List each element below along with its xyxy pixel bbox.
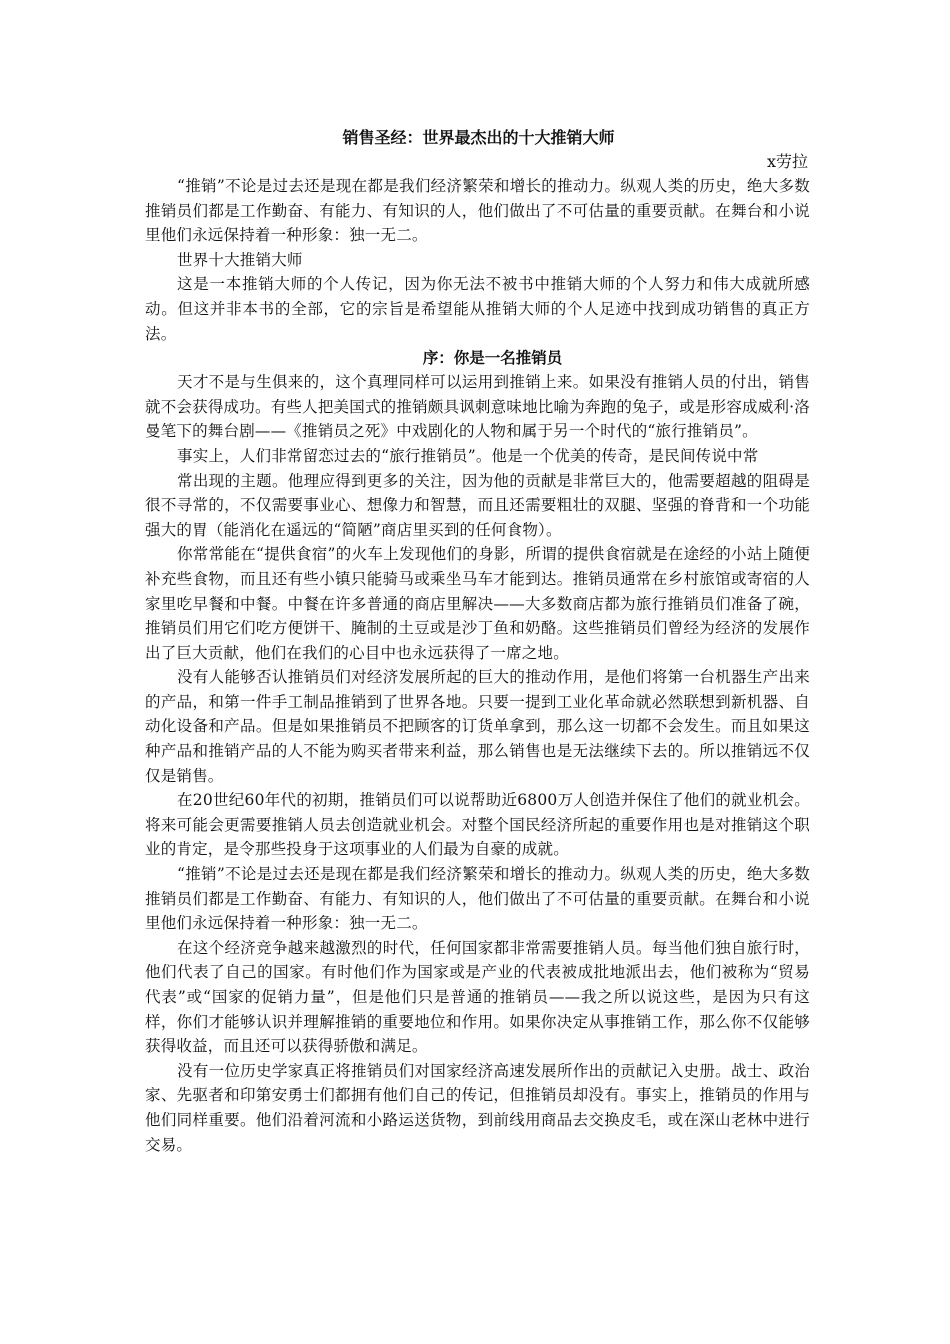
document-title: 销售圣经：世界最杰出的十大推销大师 <box>342 128 615 147</box>
body-paragraph: 没有人能够否认推销员们对经济发展所起的巨大的推动作用，是他们将第一台机器生产出来的产品，和第一件手工制品推销到了世界各地。只要一提到工业化革命就必然联想到新机器、自动化设备和产品。但是如果推销员不把顾客的订货单拿到，那么这一切都不会发生。而且如果这种产品和推销产品的人不能为购买者带来利益，那么销售也是无法继续下去的。所以推销远不仅仅是销售。 <box>145 668 810 785</box>
intro-paragraph: 这是一本推销大师的个人传记，因为你无法不被书中推销大师的个人努力和伟大成就所感动。但这并非本书的全部，它的宗旨是希望能从推销大师的个人足迹中找到成功销售的真正方法。 <box>145 275 810 343</box>
intro-subtitle: 世界十大推销大师 <box>177 250 303 269</box>
intro-paragraph: “推销”不论是过去还是现在都是我们经济繁荣和增长的推动力。纵观人类的历史，绝大多数推销员们都是工作勤奋、有能力、有知识的人，他们做出了不可估量的重要贡献。在舞台和小说里他们永远保持着一种形象：独一无二。 <box>145 177 810 245</box>
body-paragraph: “推销”不论是过去还是现在都是我们经济繁荣和增长的推动力。纵观人类的历史，绝大多数推销员们都是工作勤奋、有能力、有知识的人，他们做出了不可估量的重要贡献。在舞台和小说里他们永远保持着一种形象：独一无二。 <box>145 865 810 933</box>
body-paragraph: 常出现的主题。他理应得到更多的关注，因为他的贡献是非常巨大的，他需要超越的阻碍是很不寻常的，不仅需要事业心、想像力和智慧，而且还需要粗壮的双腿、坚强的脊背和一个功能强大的胃（能消化在遥远的“简陋”商店里买到的任何食物）。 <box>145 471 810 539</box>
body-paragraph: 天才不是与生俱来的，这个真理同样可以运用到推销上来。如果没有推销人员的付出，销售就不会获得成功。有些人把美国式的推销颇具讽刺意味地比喻为奔跑的兔子，或是形容成威利·洛曼笔下的舞台剧——《推销员之死》中戏剧化的人物和属于另一个时代的“旅行推销员”。 <box>145 373 810 441</box>
body-paragraph: 事实上，人们非常留恋过去的“旅行推销员”。他是一个优美的传奇，是民间传说中常 <box>177 446 759 465</box>
body-paragraph: 在20世纪60年代的初期，推销员们可以说帮助近6800万人创造并保住了他们的就业机会。将来可能会更需要推销人员去创造就业机会。对整个国民经济所起的重要作用也是对推销这个职业的肯定，是令那些投身于这项事业的人们最为自豪的成就。 <box>145 791 810 859</box>
body-paragraph: 没有一位历史学家真正将推销员们对国家经济高速发展所作出的贡献记入史册。战士、政治家、先驱者和印第安勇士们都拥有他们自己的传记，但推销员却没有。事实上，推销员的作用与他们同样重要。他们沿着河流和小路运送货物，到前线用商品去交换皮毛，或在深山老林中进行交易。 <box>145 1061 810 1154</box>
document-page <box>145 126 810 1157</box>
document-author: x劳拉 <box>766 152 808 171</box>
section-heading: 序：你是一名推销员 <box>422 348 563 368</box>
body-paragraph: 在这个经济竞争越来越激烈的时代，任何国家都非常需要推销人员。每当他们独自旅行时，他们代表了自己的国家。有时他们作为国家或是产业的代表被成批地派出去，他们被称为“贸易代表”或“国家的促销力量”，但是他们只是普通的推销员——我之所以说这些，是因为只有这样，你们才能够认识并理解推销的重要地位和作用。如果你决定从事推销工作，那么你不仅能够获得收益，而且还可以获得骄傲和满足。 <box>145 938 810 1056</box>
body-paragraph: 你常常能在“提供食宿”的火车上发现他们的身影，所谓的提供食宿就是在途经的小站上随便补充些食物，而且还有些小镇只能骑马或乘坐马车才能到达。推销员通常在乡村旅馆或寄宿的人家里吃早餐和中餐。中餐在许多普通的商店里解决——大多数商店都为旅行推销员们准备了碗，推销员们用它们吃方便饼干、腌制的土豆或是沙丁鱼和奶酪。这些推销员们曾经为经济的发展作出了巨大贡献，他们在我们的心目中也永远获得了一席之地。 <box>145 545 810 662</box>
